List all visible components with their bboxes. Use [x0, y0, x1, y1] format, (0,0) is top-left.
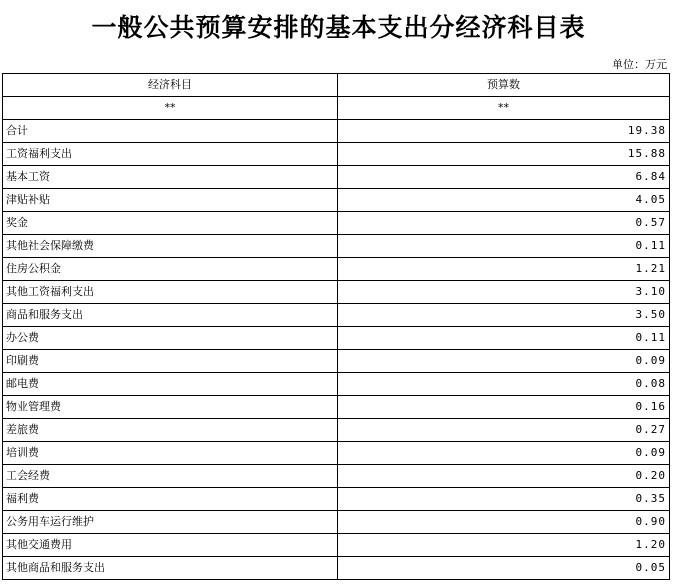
table-row	[3, 120, 670, 143]
table-row	[3, 189, 670, 212]
row-amount-cell: 0.27	[338, 419, 670, 442]
table-row	[3, 258, 670, 281]
row-amount-cell: 0.09	[338, 442, 670, 465]
table-row	[3, 212, 670, 235]
row-subject-cell: 其他交通费用	[3, 534, 338, 557]
row-subject-cell: 工会经费	[3, 465, 338, 488]
table-row	[3, 465, 670, 488]
row-amount-cell: 3.10	[338, 281, 670, 304]
row-subject-cell: 培训费	[3, 442, 338, 465]
row-subject-cell: 商品和服务支出	[3, 304, 338, 327]
table-row	[3, 488, 670, 511]
table-row	[3, 396, 670, 419]
row-amount-cell: 19.38	[338, 120, 670, 143]
row-subject-cell: 物业管理费	[3, 396, 338, 419]
row-subject-cell: 邮电费	[3, 373, 338, 396]
page-title: 一般公共预算安排的基本支出分经济科目表	[91, 13, 586, 42]
row-subject-cell: 公务用车运行维护	[3, 511, 338, 534]
row-amount-cell: 0.20	[338, 465, 670, 488]
row-amount-cell: 1.21	[338, 258, 670, 281]
table-row	[3, 419, 670, 442]
budget-table	[2, 73, 670, 580]
table-row	[3, 373, 670, 396]
row-amount-cell: 6.84	[338, 166, 670, 189]
row-subject-cell: 办公费	[3, 327, 338, 350]
table-row	[3, 327, 670, 350]
table-row	[3, 281, 670, 304]
row-amount-cell: 4.05	[338, 189, 670, 212]
row-subject-cell: 住房公积金	[3, 258, 338, 281]
subheader-row	[3, 97, 670, 120]
row-subject-cell: 工资福利支出	[3, 143, 338, 166]
row-amount-cell: 0.16	[338, 396, 670, 419]
row-amount-cell: 3.50	[338, 304, 670, 327]
row-amount-cell: 0.35	[338, 488, 670, 511]
row-amount-cell: 0.05	[338, 557, 670, 580]
row-subject-cell: 奖金	[3, 212, 338, 235]
row-amount-cell: 0.11	[338, 235, 670, 258]
row-amount-cell: 0.08	[338, 373, 670, 396]
subheader-amount: **	[338, 97, 670, 120]
row-subject-cell: 福利费	[3, 488, 338, 511]
table-row	[3, 557, 670, 580]
row-subject-cell: 其他工资福利支出	[3, 281, 338, 304]
row-subject-cell: 差旅费	[3, 419, 338, 442]
table-row	[3, 166, 670, 189]
row-amount-cell: 15.88	[338, 143, 670, 166]
table-row	[3, 534, 670, 557]
row-amount-cell: 0.09	[338, 350, 670, 373]
row-subject-cell: 合计	[3, 120, 338, 143]
row-subject-cell: 其他社会保障缴费	[3, 235, 338, 258]
table-row	[3, 143, 670, 166]
row-subject-cell: 基本工资	[3, 166, 338, 189]
table-row	[3, 442, 670, 465]
row-amount-cell: 0.11	[338, 327, 670, 350]
row-amount-cell: 0.90	[338, 511, 670, 534]
table-row	[3, 350, 670, 373]
table-row	[3, 235, 670, 258]
subheader-subject: **	[3, 97, 338, 120]
row-subject-cell: 其他商品和服务支出	[3, 557, 338, 580]
unit-label: 单位：万元	[612, 58, 667, 71]
row-subject-cell: 印刷费	[3, 350, 338, 373]
table-row	[3, 511, 670, 534]
column-header-amount: 预算数	[338, 74, 670, 97]
table-row	[3, 304, 670, 327]
row-amount-cell: 0.57	[338, 212, 670, 235]
header-row	[3, 74, 670, 97]
row-amount-cell: 1.20	[338, 534, 670, 557]
row-subject-cell: 津贴补贴	[3, 189, 338, 212]
column-header-subject: 经济科目	[3, 74, 338, 97]
table-body	[3, 74, 670, 580]
